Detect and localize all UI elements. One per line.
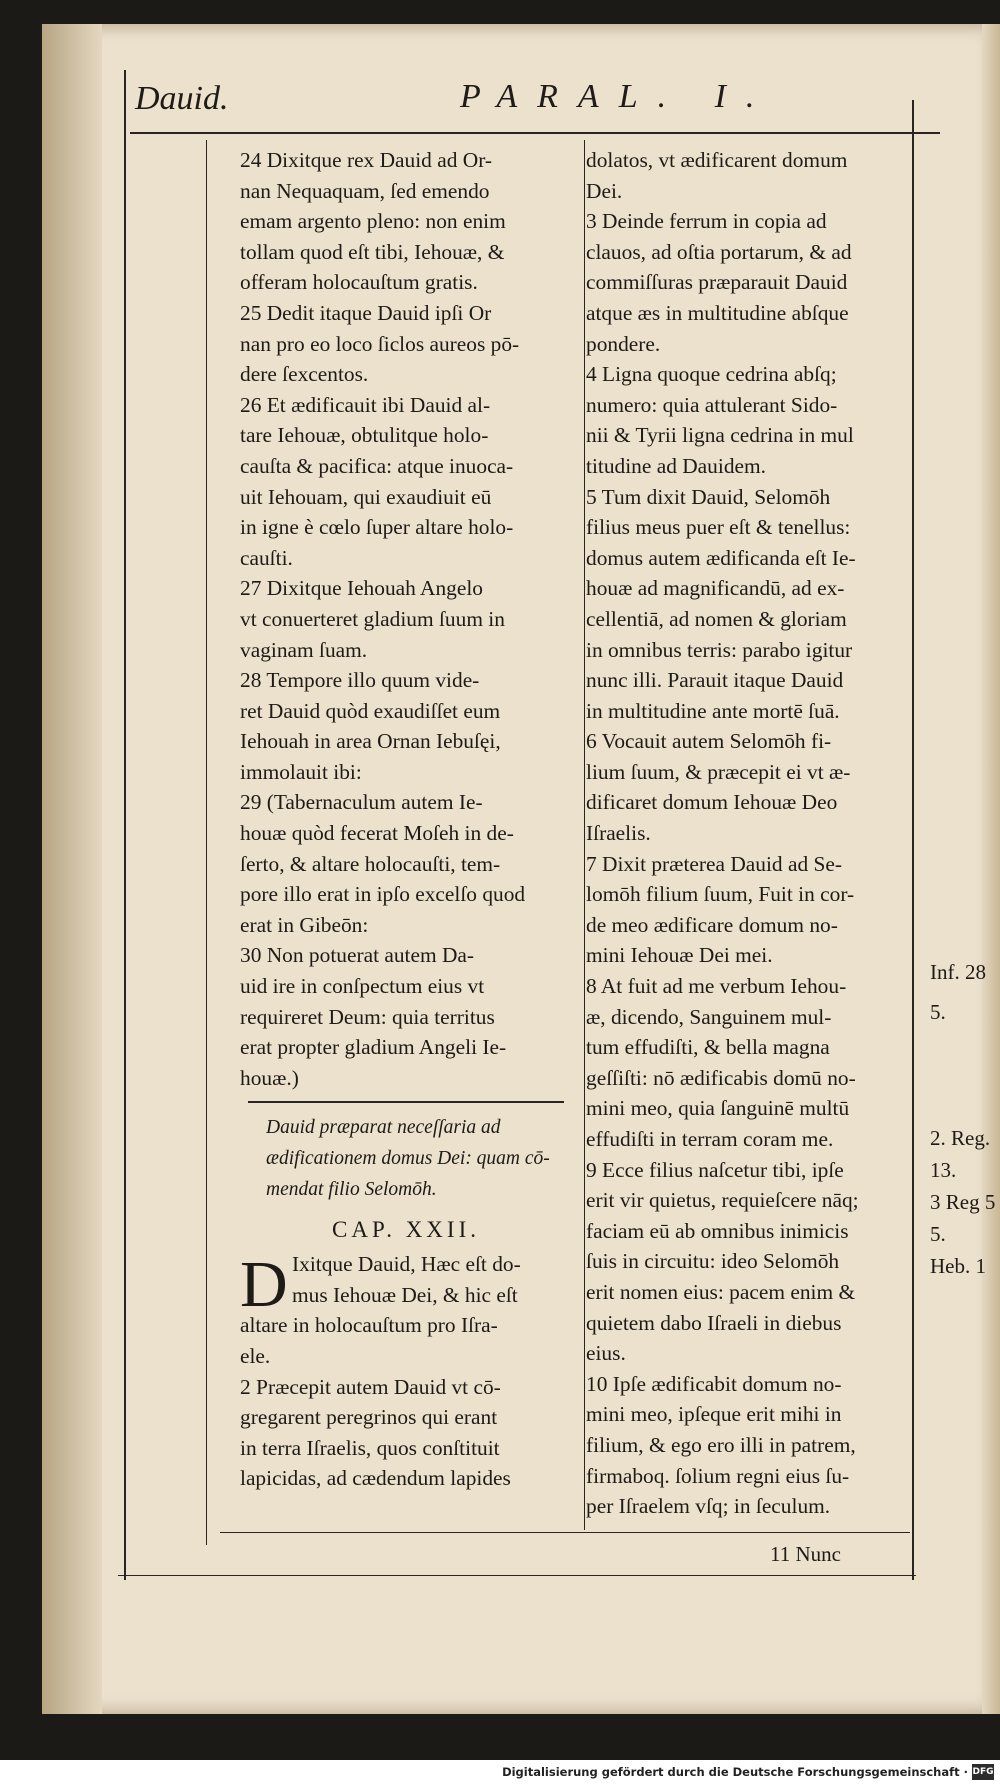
text-line: 6 Vocauit autem Selomōh fi- <box>586 729 832 754</box>
text-line: de meo ædificare domum no- <box>586 912 838 937</box>
dropcap-letter: D <box>240 1248 288 1322</box>
text-line: requireret Deum: quia territus <box>240 1004 495 1029</box>
text-line: Iſraelis. <box>586 821 651 846</box>
text-line: tum effudiſti, & bella magna <box>586 1035 830 1060</box>
right-column-verses <box>586 145 916 1522</box>
text-line: lomōh filium ſuum, Fuit in cor- <box>586 882 855 907</box>
running-head <box>90 58 950 128</box>
text-line: cellentiā, ad nomen & gloriam <box>586 606 847 631</box>
dfg-logo-icon: DFG <box>972 1764 994 1780</box>
text-line: nan pro eo loco ſiclos aureos pō- <box>240 331 520 356</box>
text-line: dolatos, vt ædificarent domum <box>586 148 848 172</box>
summary-line: mendat filio Selomōh. <box>266 1178 437 1200</box>
margin-note: Heb. 1 <box>930 1254 986 1278</box>
text-line: clauos, ad oſtia portarum, & ad <box>586 239 852 264</box>
text-line: atque æs in multitudine abſque <box>586 300 849 325</box>
text-line: quietem dabo Iſraeli in diebus <box>586 1310 842 1335</box>
text-line: dere ſexcentos. <box>240 362 369 387</box>
text-line: erat propter gladium Angeli Ie- <box>240 1035 507 1060</box>
column-divider <box>584 140 585 1530</box>
text-line: altare in holocauſtum pro Iſra- <box>240 1313 498 1338</box>
summary-line: Dauid præparat neceſſaria ad <box>266 1117 501 1139</box>
margin-note: Inf. 28 <box>930 960 986 984</box>
summary-line: ædificationem domus Dei: quam cō- <box>266 1148 550 1169</box>
text-line: mini meo, ipſeque erit mihi in <box>586 1402 842 1427</box>
text-line: ele. <box>240 1343 271 1368</box>
text-line: ſerto, & altare holocauſti, tem- <box>240 851 501 876</box>
text-line: mini meo, quia ſanguinē multū <box>586 1096 850 1121</box>
text-line: ſuis in circuitu: ideo Selomōh <box>586 1249 840 1274</box>
text-line: ret Dauid quòd exaudiſſet eum <box>240 698 501 723</box>
text-line: per Iſraelem vſq; in ſeculum. <box>586 1494 831 1519</box>
text-line: 7 Dixit præterea Dauid ad Se- <box>586 851 843 876</box>
chapter-summary <box>240 1113 572 1205</box>
margin-note: 2. Reg. <box>930 1126 991 1150</box>
text-line: Ixitque Dauid, Hæc eſt do- <box>292 1252 521 1277</box>
right-column <box>586 145 916 1522</box>
text-line: erat in Gibeōn: <box>240 912 369 937</box>
text-line: gregarent peregrinos qui erant <box>240 1405 498 1430</box>
text-line: pondere. <box>586 331 661 356</box>
catchword: 11 Nunc <box>770 1542 841 1566</box>
text-line: lapicidas, ad cædendum lapides <box>240 1466 511 1491</box>
text-line: eius. <box>586 1341 626 1366</box>
frame-left-rule <box>124 70 126 1580</box>
text-line: domus autem ædificanda eſt Ie- <box>586 545 856 570</box>
margin-note: 13. <box>930 1158 957 1182</box>
text-line: 8 At fuit ad me verbum Iehou- <box>586 974 847 999</box>
text-line: numero: quia attulerant Sido- <box>586 392 838 417</box>
dropcap-lines <box>240 1249 572 1310</box>
text-line: 2 Præcepit autem Dauid vt cō- <box>240 1374 501 1399</box>
text-line: 3 Deinde ferrum in copia ad <box>586 209 827 234</box>
text-line: in igne è cœlo ſuper altare holo- <box>240 515 514 540</box>
text-line: mini Iehouæ Dei mei. <box>586 943 773 968</box>
text-line: erit nomen eius: pacem enim & <box>586 1279 856 1304</box>
header-rule <box>130 132 940 134</box>
text-line: geſſiſti: nō ædificabis domū no- <box>586 1065 856 1090</box>
left-column-verses <box>240 145 572 1093</box>
text-line: immolauit ibi: <box>240 759 362 784</box>
text-line: vaginam ſuam. <box>240 637 368 662</box>
frame-inner-left-rule <box>206 140 207 1545</box>
text-line: uit Iehouam, qui exaudiuit eū <box>240 484 492 509</box>
text-line: Iehouah in area Ornan Iebuſęi, <box>240 729 501 754</box>
text-line: 4 Ligna quoque cedrina abſq; <box>586 362 837 387</box>
text-line: 24 Dixitque rex Dauid ad Or- <box>240 148 493 172</box>
section-rule <box>248 1101 564 1103</box>
text-line: nan Nequaquam, ſed emendo <box>240 178 490 203</box>
text-line: in multitudine ante mortē ſuā. <box>586 698 840 723</box>
running-head-title: PARAL. I. <box>460 78 775 115</box>
running-head-left: Dauid. <box>135 80 229 117</box>
text-line: 28 Tempore illo quum vide- <box>240 668 480 693</box>
text-line: 27 Dixitque Iehouah Angelo <box>240 576 483 601</box>
bottom-rule <box>220 1532 910 1533</box>
text-line: filius meus puer eſt & tenellus: <box>586 515 851 540</box>
text-line: filium, & ego ero illi in patrem, <box>586 1432 856 1457</box>
text-line: cauſta & pacifica: atque inuoca- <box>240 453 514 478</box>
text-line: titudine ad Dauidem. <box>586 453 766 478</box>
text-line: tare Iehouæ, obtulitque holo- <box>240 423 489 448</box>
text-line: tollam quod eſt tibi, Iehouæ, & <box>240 239 505 264</box>
left-column-verses-bottom <box>240 1310 572 1494</box>
text-line: nunc illi. Parauit itaque Dauid <box>586 668 844 693</box>
text-line: vt conuerteret gladium ſuum in <box>240 606 505 631</box>
text-line: commiſſuras præparauit Dauid <box>586 270 848 295</box>
text-line: 9 Ecce filius naſcetur tibi, ipſe <box>586 1157 844 1182</box>
text-line: 30 Non potuerat autem Da- <box>240 943 475 968</box>
text-line: uid ire in conſpectum eius vt <box>240 974 485 999</box>
footer-credit: Digitalisierung gefördert durch die Deutsche Forschungsgemeinschaft · <box>502 1765 968 1779</box>
text-line: firmaboq. ſolium regni eius ſu- <box>586 1463 850 1488</box>
text-line: effudiſti in terram coram me. <box>586 1127 834 1151</box>
text-line: houæ.) <box>240 1065 299 1090</box>
text-line: æ, dicendo, Sanguinem mul- <box>586 1004 832 1029</box>
text-line: nii & Tyrii ligna cedrina in mul <box>586 423 854 448</box>
margin-note: 5. <box>930 1222 946 1246</box>
bottom-frame-rule <box>118 1575 916 1576</box>
text-line: mus Iehouæ Dei, & hic eſt <box>292 1282 518 1307</box>
text-line: erit vir quietus, requieſcere nāq; <box>586 1188 859 1213</box>
text-line: offeram holocauſtum gratis. <box>240 270 478 295</box>
margin-note: 3 Reg 5 <box>930 1190 996 1214</box>
text-line: cauſti. <box>240 545 293 570</box>
text-line: pore illo erat in ipſo excelſo quod <box>240 882 526 907</box>
text-line: faciam eū ab omnibus inimicis <box>586 1218 849 1243</box>
text-line: 10 Ipſe ædificabit domum no- <box>586 1371 842 1396</box>
text-line: houæ quòd fecerat Moſeh in de- <box>240 821 514 846</box>
dropcap-paragraph <box>240 1248 572 1322</box>
left-column <box>240 145 572 1494</box>
text-line: 26 Et ædificauit ibi Dauid al- <box>240 392 491 417</box>
footer-bar <box>0 1760 1000 1787</box>
text-line: 25 Dedit itaque Dauid ipſi Or <box>240 300 492 325</box>
text-line: 5 Tum dixit Dauid, Selomōh <box>586 484 831 509</box>
text-line: emam argento pleno: non enim <box>240 209 506 234</box>
text-line: Dei. <box>586 178 623 203</box>
text-line: houæ ad magnificandū, ad ex- <box>586 576 845 601</box>
chapter-title: CAP. XXII. <box>332 1217 480 1243</box>
margin-note: 5. <box>930 1000 946 1024</box>
text-line: 29 (Tabernaculum autem Ie- <box>240 790 483 815</box>
gutter-shadow <box>42 24 102 1714</box>
text-line: lium ſuum, & præcepit ei vt æ- <box>586 759 851 784</box>
text-line: dificaret domum Iehouæ Deo <box>586 790 838 815</box>
page-edge <box>982 24 1000 1714</box>
text-line: in terra Iſraelis, quos conſtituit <box>240 1435 500 1460</box>
text-line: in omnibus terris: parabo igitur <box>586 637 853 662</box>
